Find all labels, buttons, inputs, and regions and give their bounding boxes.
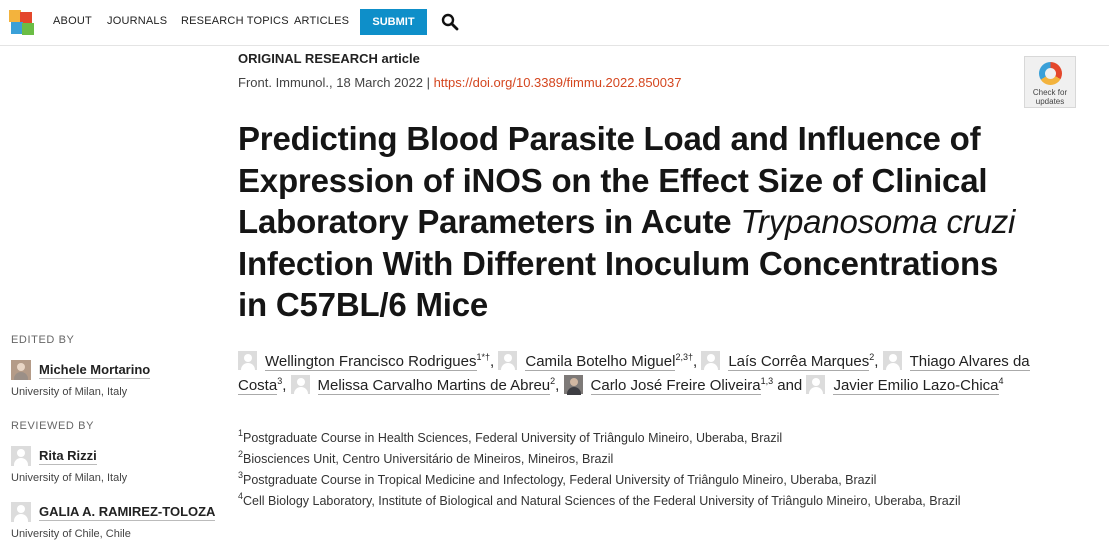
affiliation-text: Postgraduate Course in Health Sciences, Federal University of Triângulo Mineiro, Uberaba, Brazil bbox=[243, 431, 783, 445]
citation-line bbox=[238, 75, 681, 90]
edited-by-heading: EDITED BY bbox=[11, 334, 75, 346]
author-separator: , bbox=[874, 353, 883, 370]
author-entry[interactable] bbox=[806, 377, 1003, 394]
author-separator: and bbox=[773, 377, 807, 394]
reviewed-by-heading: REVIEWED BY bbox=[11, 420, 95, 432]
affiliation-item bbox=[238, 470, 961, 491]
author-affiliation-ref: 2,3† bbox=[675, 352, 693, 362]
article-title bbox=[238, 118, 1028, 326]
author-avatar bbox=[498, 351, 517, 370]
author-entry[interactable] bbox=[701, 353, 874, 370]
author-entry[interactable] bbox=[498, 353, 693, 370]
author-name[interactable]: Javier Emilio Lazo-Chica bbox=[833, 377, 999, 394]
frontiers-logo[interactable] bbox=[8, 9, 36, 37]
editor-entry[interactable] bbox=[11, 359, 150, 381]
author-avatar bbox=[806, 375, 825, 394]
check-for-updates-badge[interactable] bbox=[1024, 56, 1076, 108]
author-entry[interactable] bbox=[291, 377, 556, 394]
affiliation-number: 4 bbox=[238, 491, 244, 501]
author-affiliation-ref: 4 bbox=[998, 376, 1004, 386]
author-avatar bbox=[883, 351, 902, 370]
author-name[interactable]: Camila Botelho Miguel bbox=[525, 353, 676, 370]
editors-sidebar bbox=[0, 46, 222, 540]
search-icon[interactable] bbox=[441, 13, 459, 31]
reviewer-entry[interactable] bbox=[11, 501, 215, 523]
submit-button[interactable]: SUBMIT bbox=[360, 9, 427, 35]
author-entry[interactable] bbox=[564, 377, 774, 394]
check-for-updates-label: Check for updates bbox=[1032, 88, 1068, 106]
crossmark-icon bbox=[1039, 62, 1062, 85]
affiliation-text: Cell Biology Laboratory, Institute of Biological and Natural Sciences of the Federal University of Triângulo Mineiro, Uberaba, Brazil bbox=[243, 494, 961, 508]
author-name[interactable]: Laís Corrêa Marques bbox=[728, 353, 870, 370]
author-affiliation-ref: 3 bbox=[277, 376, 283, 386]
author-name[interactable]: Thiago Alvares da Costa bbox=[238, 353, 1030, 394]
author-affiliation-ref: 1,3 bbox=[760, 376, 774, 386]
title-text: Infection With Different Inoculum Concentrations in C57BL/6 Mice bbox=[238, 244, 999, 323]
editor-affiliation: University of Milan, Italy bbox=[11, 386, 128, 398]
reviewer-entry[interactable] bbox=[11, 445, 97, 467]
author-name[interactable]: Melissa Carvalho Martins de Abreu bbox=[317, 377, 551, 394]
title-text: Predicting Blood Parasite Load and Influence of Expression of iNOS on the Effect Size of Clinical Laboratory Parameters in Acute bbox=[238, 120, 988, 240]
editor-name[interactable]: Michele Mortarino bbox=[39, 361, 151, 377]
reviewer-name[interactable]: Rita Rizzi bbox=[39, 447, 97, 463]
author-separator: , bbox=[490, 353, 499, 370]
article-type: ORIGINAL RESEARCH article bbox=[238, 51, 420, 66]
title-species: Trypanosoma cruzi bbox=[740, 203, 1016, 240]
affiliation-text: Postgraduate Course in Tropical Medicine and Infectology, Federal University of Triângulo Mineiro, Uberaba, Brazil bbox=[243, 473, 877, 487]
citation-text: Front. Immunol., 18 March 2022 | bbox=[238, 75, 434, 90]
affiliation-item bbox=[238, 428, 961, 449]
nav-articles[interactable]: ARTICLES bbox=[294, 15, 350, 27]
author-avatar bbox=[238, 351, 257, 370]
nav-research-topics[interactable]: RESEARCH TOPICS bbox=[181, 15, 289, 27]
editor-avatar bbox=[11, 360, 31, 380]
author-separator: , bbox=[692, 353, 702, 370]
doi-link[interactable]: https://doi.org/10.3389/fimmu.2022.850037 bbox=[433, 75, 682, 90]
nav-about[interactable]: ABOUT bbox=[53, 15, 92, 27]
author-entry[interactable] bbox=[238, 353, 490, 370]
reviewer-name[interactable]: GALIA A. RAMIREZ-TOLOZA bbox=[39, 503, 216, 519]
affiliation-list bbox=[238, 428, 961, 512]
author-name[interactable]: Wellington Francisco Rodrigues bbox=[265, 353, 477, 370]
author-avatar bbox=[564, 375, 583, 394]
reviewer-affiliation: University of Milan, Italy bbox=[11, 472, 128, 484]
author-affiliation-ref: 2 bbox=[869, 352, 875, 362]
author-separator: , bbox=[555, 377, 564, 394]
author-affiliation-ref: 1*† bbox=[476, 352, 491, 362]
affiliation-number: 3 bbox=[238, 470, 244, 480]
author-avatar bbox=[291, 375, 310, 394]
author-list bbox=[238, 350, 1078, 398]
author-affiliation-ref: 2 bbox=[550, 376, 556, 386]
affiliation-number: 1 bbox=[238, 428, 244, 438]
author-avatar bbox=[701, 351, 720, 370]
affiliation-number: 2 bbox=[238, 449, 244, 459]
reviewer-avatar bbox=[11, 446, 31, 466]
reviewer-affiliation: University of Chile, Chile bbox=[11, 528, 131, 540]
author-name[interactable]: Carlo José Freire Oliveira bbox=[590, 377, 761, 394]
affiliation-item bbox=[238, 449, 961, 470]
reviewer-avatar bbox=[11, 502, 31, 522]
author-separator: , bbox=[282, 377, 291, 394]
nav-journals[interactable]: JOURNALS bbox=[107, 15, 168, 27]
affiliation-text: Biosciences Unit, Centro Universitário de Mineiros, Mineiros, Brazil bbox=[243, 452, 614, 466]
top-navigation bbox=[0, 0, 1109, 46]
affiliation-item bbox=[238, 491, 961, 512]
